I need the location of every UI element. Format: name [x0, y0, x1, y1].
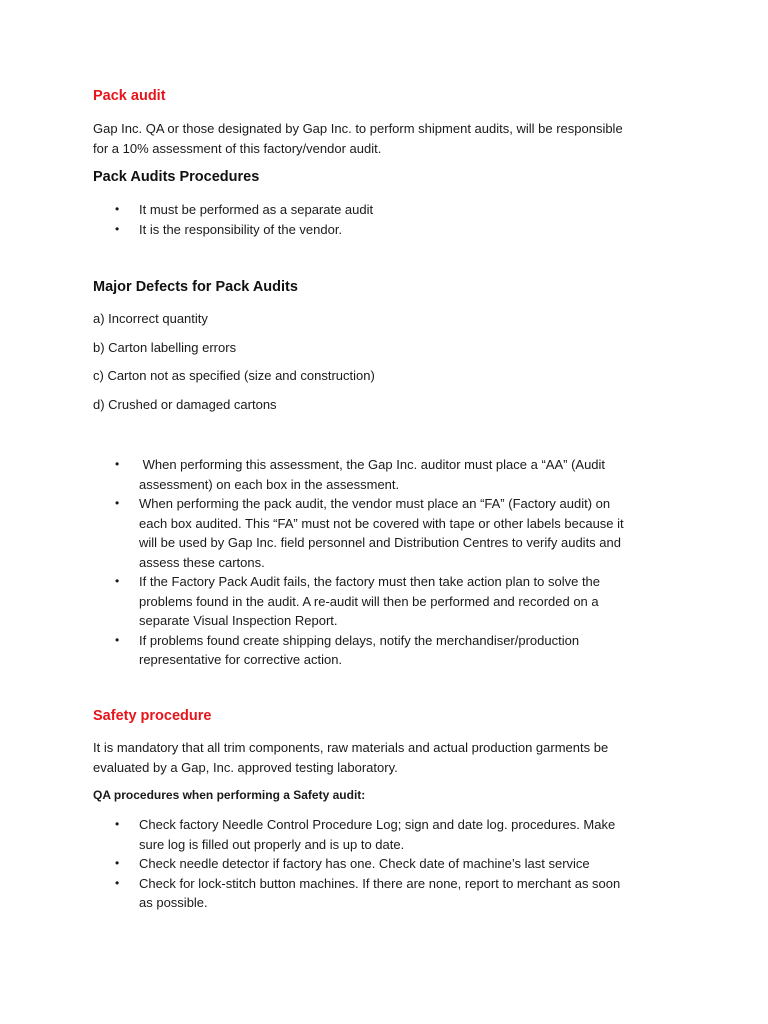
list-line: If the Factory Pack Audit fails, the factory must then take action plan to solve the — [139, 574, 601, 589]
safety-intro-line: It is mandatory that all trim components, raw materials and actual production garments be — [93, 740, 609, 755]
safety-intro-line: evaluated by a Gap, Inc. approved testing laboratory. — [93, 759, 398, 775]
list-line: problems found in the audit. A re-audit will then be performed and recorded on a — [139, 593, 599, 609]
list-item — [93, 631, 683, 670]
safety-procedure-heading: Safety procedure — [93, 708, 212, 724]
bullet-icon: • — [115, 817, 120, 831]
pack-audits-procedures-heading: Pack Audits Procedures — [93, 169, 260, 185]
list-line: separate Visual Inspection Report. — [139, 613, 338, 628]
pack-audit-intro-line: Gap Inc. QA or those designated by Gap Inc. to perform shipment audits, will be responsible — [93, 121, 623, 136]
safety-procedures-list — [93, 815, 683, 913]
pack-audit-intro-line: for a 10% assessment of this factory/vendor audit. — [93, 140, 382, 156]
list-item — [93, 874, 683, 913]
list-line: Check factory Needle Control Procedure Log; sign and date log. procedures. Make — [139, 817, 616, 832]
defect-item: a) Incorrect quantity — [93, 311, 208, 326]
pack-audit-procedures-list — [93, 200, 683, 239]
list-item — [93, 455, 683, 494]
bullet-icon: • — [115, 221, 120, 236]
bullet-icon: • — [115, 496, 120, 510]
list-line: If problems found create shipping delays, notify the merchandiser/production — [139, 632, 580, 648]
list-item — [93, 572, 683, 631]
list-item — [93, 200, 683, 220]
list-line: When performing the pack audit, the vendor must place an “FA” (Factory audit) on — [139, 496, 611, 511]
assessment-list — [93, 455, 683, 670]
list-line: assess these cartons. — [139, 554, 265, 570]
defect-item: d) Crushed or damaged cartons — [93, 397, 277, 412]
pack-audit-intro — [93, 119, 683, 158]
list-item — [93, 220, 683, 240]
list-line: sure log is filled out properly and is up to date. — [139, 836, 405, 852]
bullet-icon: • — [115, 457, 120, 471]
defect-item: c) Carton not as specified (size and construction) — [93, 368, 375, 383]
list-line: Check for lock-stitch button machines. If there are none, report to merchant as soon — [139, 875, 621, 891]
list-item — [93, 815, 683, 854]
major-defects-heading: Major Defects for Pack Audits — [93, 279, 298, 295]
list-item-text: It must be performed as a separate audit — [139, 202, 374, 217]
list-line: representative for corrective action. — [139, 652, 343, 667]
qa-procedures-heading: QA procedures when performing a Safety audit: — [93, 788, 366, 802]
bullet-icon: • — [115, 202, 120, 216]
bullet-icon: • — [115, 856, 120, 870]
defect-item: b) Carton labelling errors — [93, 340, 237, 355]
bullet-icon: • — [115, 574, 120, 588]
list-item — [93, 854, 683, 874]
list-line: Check needle detector if factory has one. Check date of machine’s last service — [139, 856, 590, 871]
list-line: will be used by Gap Inc. field personnel and Distribution Centres to verify audits and — [139, 535, 621, 550]
list-item-text: It is the responsibility of the vendor. — [139, 221, 343, 237]
list-line: as possible. — [139, 895, 208, 910]
list-item — [93, 494, 683, 572]
bullet-icon: • — [115, 875, 120, 890]
list-line: each box audited. This “FA” must not be covered with tape or other labels because it — [139, 515, 624, 531]
list-line: assessment) on each box in the assessment. — [139, 476, 400, 492]
pack-audit-heading: Pack audit — [93, 88, 166, 104]
list-line: When performing this assessment, the Gap Inc. auditor must place a “AA” (Audit — [139, 457, 606, 472]
safety-intro — [93, 738, 683, 777]
bullet-icon: • — [115, 632, 120, 647]
